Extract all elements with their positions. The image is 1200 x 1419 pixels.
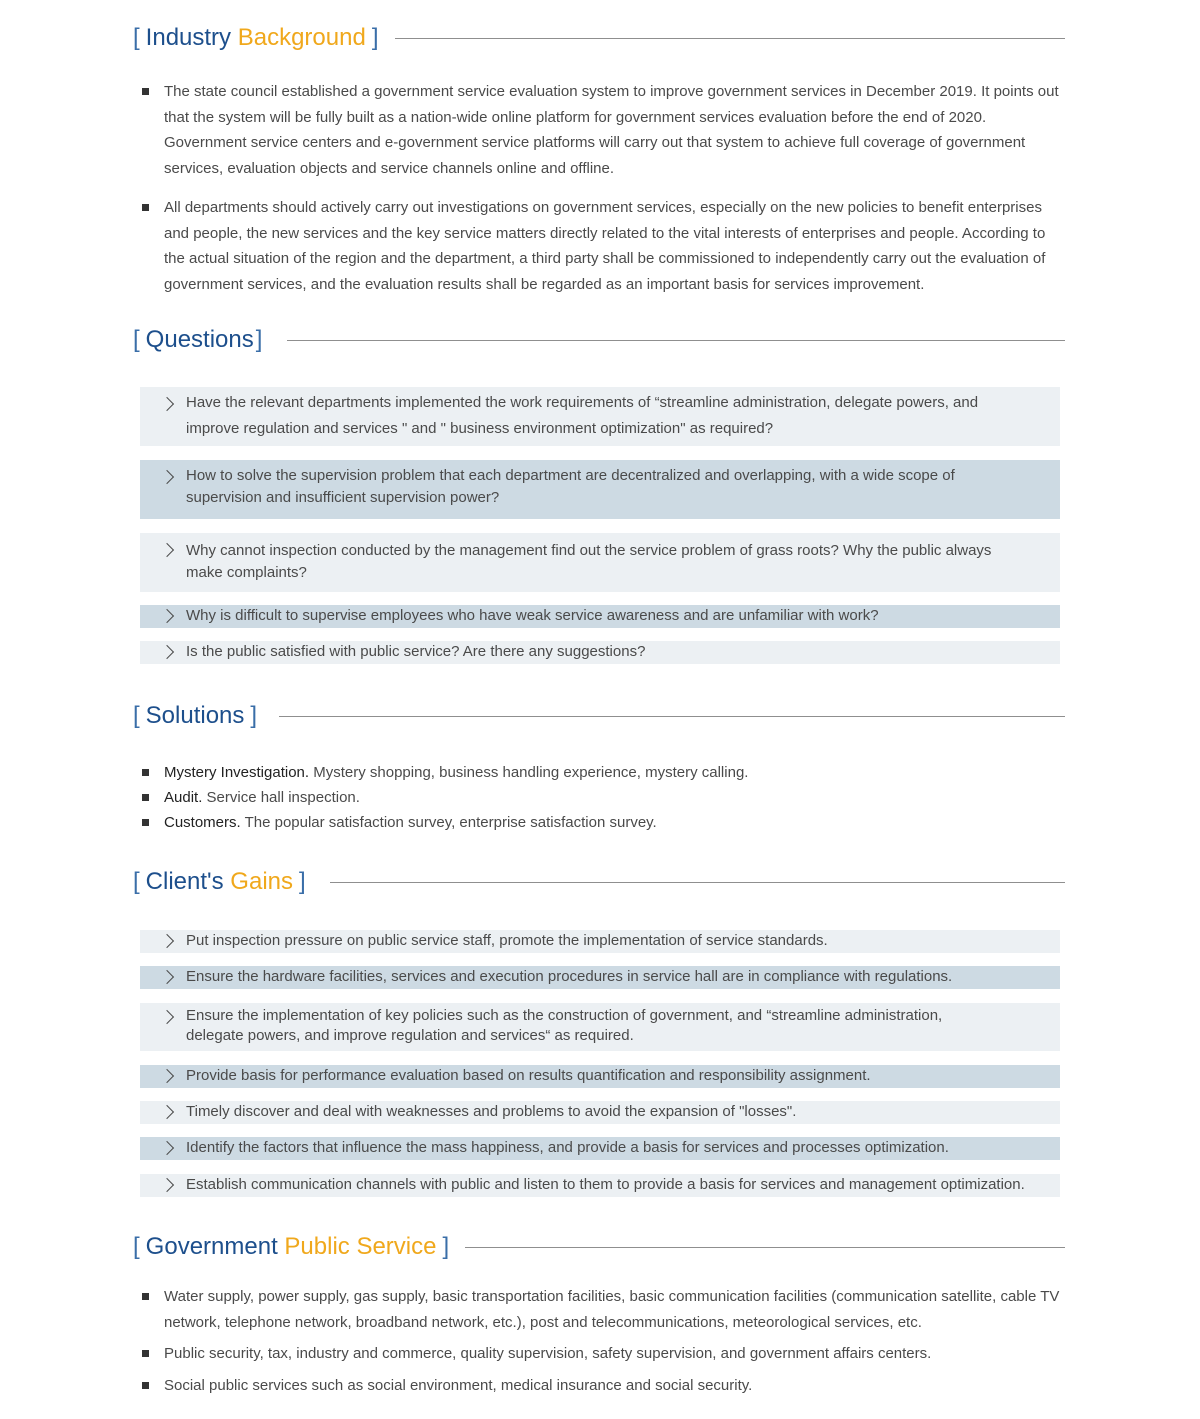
heading-main: Government bbox=[145, 1233, 278, 1260]
question-item: Why cannot inspection conducted by the management find out the service problem of grass roots? Why the public always make complaints? bbox=[140, 533, 1060, 592]
heading-rule bbox=[287, 340, 1065, 341]
gain-item: Ensure the hardware facilities, services and execution procedures in service hall are in compliance with regulations. bbox=[140, 966, 1060, 989]
solution-label: Audit. bbox=[164, 789, 203, 806]
solution-label: Customers. bbox=[164, 814, 241, 831]
industry-background-list bbox=[138, 79, 1062, 297]
heading-accent: Background bbox=[237, 24, 366, 51]
gain-item: Timely discover and deal with weaknesses and problems to avoid the expansion of "losses". bbox=[140, 1101, 1060, 1124]
chevron-right-icon bbox=[160, 645, 174, 659]
gain-item: Identify the factors that influence the mass happiness, and provide a basis for services and processes optimization. bbox=[140, 1137, 1060, 1160]
section-heading-questions: [ Questions] bbox=[133, 320, 1065, 360]
chevron-right-icon bbox=[160, 1141, 174, 1155]
section-heading-solutions: [ Solutions ] bbox=[133, 696, 1065, 736]
list-item: Public security, tax, industry and commerce, quality supervision, safety supervision, and government affairs centers. bbox=[138, 1341, 1062, 1367]
heading-main: Client's bbox=[145, 868, 224, 895]
list-item: Audit. Service hall inspection. bbox=[138, 785, 1062, 810]
list-item: The state council established a government service evaluation system to improve government services in December 2019. It points out that the system will be fully built as a nation-wide online platform for government services evaluation before the end of 2020. Government service centers and e-government service platforms will carry out that system to achieve full coverage of government services, evaluation objects and service channels online and offline. bbox=[138, 79, 1062, 181]
list-item: Social public services such as social environment, medical insurance and social security. bbox=[138, 1373, 1062, 1399]
gain-item: Ensure the implementation of key policies such as the construction of government, and “streamline administration, delegate powers, and improve regulation and services“ as required. bbox=[140, 1003, 1060, 1051]
list-item: Water supply, power supply, gas supply, basic transportation facilities, basic communication facilities (communication satellite, cable TV network, telephone network, broadband network, etc.), post and telecommunications, meteorological services, etc. bbox=[138, 1284, 1062, 1335]
solution-label: Mystery Investigation. bbox=[164, 764, 310, 781]
section-heading-government-public-service: [ Government Public Service ] bbox=[133, 1227, 1065, 1267]
heading-accent: Public Service bbox=[284, 1233, 437, 1260]
chevron-right-icon bbox=[160, 1105, 174, 1119]
list-item: Customers. The popular satisfaction survey, enterprise satisfaction survey. bbox=[138, 810, 1062, 835]
heading-rule bbox=[279, 716, 1065, 717]
heading-rule bbox=[395, 38, 1065, 39]
chevron-right-icon bbox=[160, 934, 174, 948]
chevron-right-icon bbox=[160, 1069, 174, 1083]
government-public-service-list bbox=[138, 1284, 1062, 1398]
heading-main: Solutions bbox=[145, 702, 245, 729]
chevron-right-icon bbox=[160, 609, 174, 623]
gain-item: Provide basis for performance evaluation based on results quantification and responsibility assignment. bbox=[140, 1065, 1060, 1088]
list-item: All departments should actively carry out investigations on government services, especially on the new policies to benefit enterprises and people, the new services and the key service matters directly related to the vital interests of enterprises and people. According to the actual situation of the region and the department, a third party shall be commissioned to independently carry out the evaluation of government services, and the evaluation results shall be regarded as an important basis for services improvement. bbox=[138, 195, 1062, 297]
question-item: Have the relevant departments implemented the work requirements of “streamline administration, delegate powers, and improve regulation and services " and " business environment optimization" as required? bbox=[140, 387, 1060, 446]
chevron-right-icon bbox=[160, 970, 174, 984]
question-item: Is the public satisfied with public service? Are there any suggestions? bbox=[140, 641, 1060, 664]
section-heading-clients-gains: [ Client's Gains ] bbox=[133, 862, 1065, 902]
chevron-right-icon bbox=[160, 543, 174, 557]
question-item: How to solve the supervision problem that each department are decentralized and overlapping, with a wide scope of supervision and insufficient supervision power? bbox=[140, 460, 1060, 519]
heading-main: Questions bbox=[145, 326, 254, 353]
heading-rule bbox=[330, 882, 1065, 883]
question-item: Why is difficult to supervise employees who have weak service awareness and are unfamiliar with work? bbox=[140, 605, 1060, 628]
section-heading-industry-background: [ Industry Background ] bbox=[133, 18, 1065, 58]
gain-item: Establish communication channels with public and listen to them to provide a basis for services and management optimization. bbox=[140, 1174, 1060, 1197]
list-item: Mystery Investigation. Mystery shopping, business handling experience, mystery calling. bbox=[138, 760, 1062, 785]
heading-main: Industry bbox=[145, 24, 232, 51]
chevron-right-icon bbox=[160, 1178, 174, 1192]
heading-accent: Gains bbox=[230, 868, 293, 895]
gain-item: Put inspection pressure on public service staff, promote the implementation of service standards. bbox=[140, 930, 1060, 953]
chevron-right-icon bbox=[160, 470, 174, 484]
heading-rule bbox=[465, 1247, 1065, 1248]
chevron-right-icon bbox=[160, 1010, 174, 1024]
chevron-right-icon bbox=[160, 397, 174, 411]
solutions-list bbox=[138, 760, 1062, 835]
